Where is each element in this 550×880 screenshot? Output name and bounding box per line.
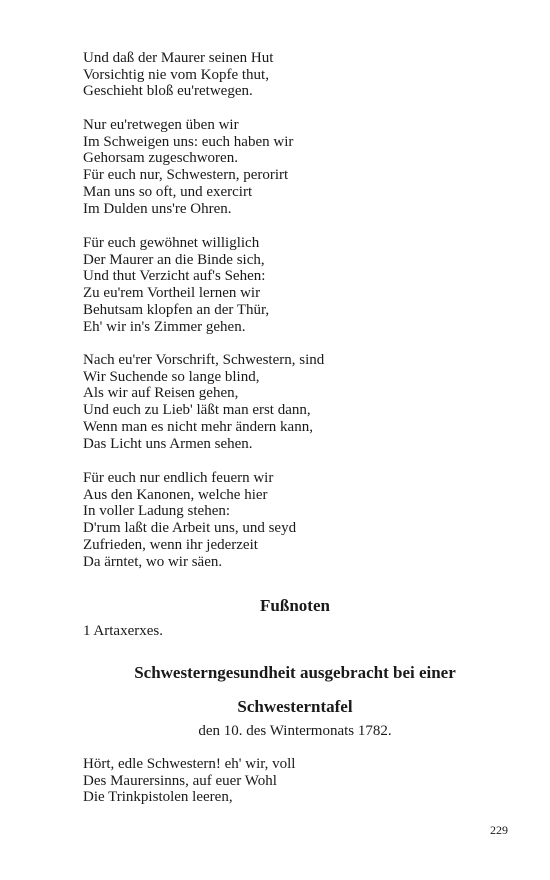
footnotes-heading: Fußnoten <box>260 596 330 615</box>
verse-line: Als wir auf Reisen gehen, <box>83 385 239 402</box>
verse-line: Für euch nur, Schwestern, perorirt <box>83 167 289 184</box>
next-poem-stanza <box>83 756 295 806</box>
verse-line: Hört, edle Schwestern! eh' wir, voll <box>83 756 296 772</box>
verse-line: Nach eu'rer Vorschrift, Schwestern, sind <box>83 352 325 368</box>
verse-line: Wir Suchende so lange blind, <box>83 368 260 385</box>
verse-line: Behutsam klopfen an der Thür, <box>83 301 270 318</box>
verse-line: Nur eu'retwegen üben wir <box>83 117 239 133</box>
footnote-item: 1 Artaxerxes. <box>83 623 163 639</box>
verse-line: Im Schweigen uns: euch haben wir <box>83 133 294 150</box>
verse-line: Zu eu'rem Vortheil lernen wir <box>83 285 261 302</box>
verse-line: Man uns so oft, und exercirt <box>83 183 253 200</box>
verse-line: Und euch zu Lieb' läßt man erst dann, <box>83 402 311 419</box>
verse-line: In voller Ladung stehen: <box>83 503 231 520</box>
stanza-5 <box>83 470 296 570</box>
verse-line: Geschieht bloß eu'retwegen. <box>83 83 253 100</box>
stanza-1 <box>83 50 273 100</box>
verse-line: Gehorsam zugeschworen. <box>83 150 238 167</box>
poem-title: Schwesterngesundheit ausgebracht bei einer <box>134 663 456 682</box>
verse-line: Für euch nur endlich feuern wir <box>83 470 274 486</box>
verse-line: Die Trinkpistolen leeren, <box>83 789 233 806</box>
verse-line: Das Licht uns Armen sehen. <box>83 435 253 452</box>
verse-line: Und thut Verzicht auf's Sehen: <box>83 268 266 285</box>
verse-line: Aus den Kanonen, welche hier <box>83 486 268 503</box>
verse-line: Vorsichtig nie vom Kopfe thut, <box>83 66 269 83</box>
verse-line: Zufrieden, wenn ihr jederzeit <box>83 536 258 553</box>
poem-dedication: den 10. des Wintermonats 1782. <box>198 723 392 739</box>
verse-line: Des Maurersinns, auf euer Wohl <box>83 772 277 789</box>
page-number: 229 <box>490 823 508 837</box>
verse-line: Wenn man es nicht mehr ändern kann, <box>83 418 313 435</box>
verse-line: Für euch gewöhnet williglich <box>83 235 260 251</box>
poem-title-continued: Schwesterntafel <box>237 697 353 716</box>
verse-line: Der Maurer an die Binde sich, <box>83 251 265 268</box>
verse-line: Eh' wir in's Zimmer gehen. <box>83 318 246 335</box>
verse-line: Im Dulden uns're Ohren. <box>83 200 232 217</box>
verse-line: Da ärntet, wo wir säen. <box>83 553 223 570</box>
verse-line: D'rum laßt die Arbeit uns, und seyd <box>83 520 297 537</box>
stanza-3 <box>83 235 269 335</box>
verse-line: Und daß der Maurer seinen Hut <box>83 50 274 66</box>
stanza-2 <box>83 117 293 217</box>
stanza-4 <box>83 352 324 452</box>
